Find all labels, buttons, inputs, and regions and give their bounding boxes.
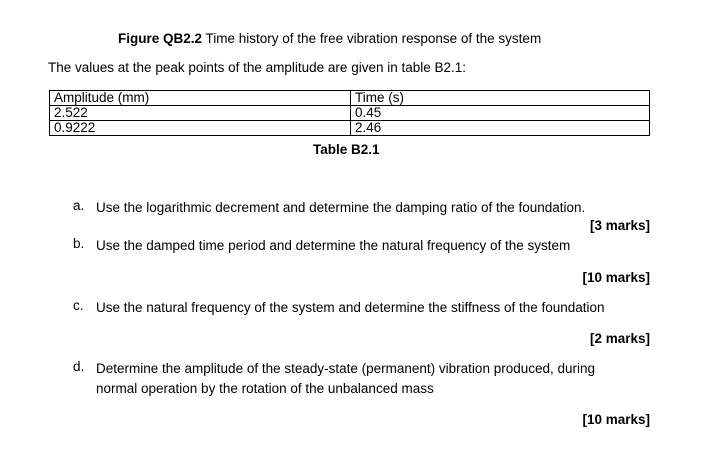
table-cell: 2.522	[50, 106, 351, 121]
question-c-marks: [2 marks]	[589, 331, 650, 346]
figure-caption-text: Time history of the free vibration response of the system	[202, 31, 542, 46]
figure-label: Figure QB2.2	[118, 31, 203, 46]
table-header-row	[50, 91, 650, 106]
table-row	[50, 121, 650, 136]
question-a-marks: [3 marks]	[589, 218, 650, 233]
question-a-text: Use the logarithmic decrement and determine the damping ratio of the foundation.	[96, 200, 586, 215]
question-d-text-line2: normal operation by the rotation of the unbalanced mass	[96, 381, 434, 396]
question-d-marks: [10 marks]	[582, 412, 650, 427]
table-cell: 0.45	[351, 106, 650, 121]
question-a-letter: a.	[73, 198, 85, 213]
table-cell: 0.9222	[50, 121, 351, 136]
amplitude-table	[49, 90, 650, 136]
intro-text: The values at the peak points of the amplitude are given in table B2.1:	[48, 60, 467, 75]
figure-caption	[118, 31, 541, 46]
table-header-cell: Time (s)	[351, 91, 650, 106]
table-cell: 2.46	[351, 121, 650, 136]
question-d-letter: d.	[73, 359, 85, 374]
question-d-text-line1: Determine the amplitude of the steady-state (permanent) vibration produced, during	[96, 361, 596, 376]
table-header-cell: Amplitude (mm)	[50, 91, 351, 106]
question-b-text: Use the damped time period and determine the natural frequency of the system	[96, 238, 571, 253]
question-c-letter: c.	[73, 298, 84, 313]
table-caption: Table B2.1	[313, 142, 380, 157]
table-row	[50, 106, 650, 121]
question-b-marks: [10 marks]	[582, 270, 650, 285]
question-b-letter: b.	[73, 236, 85, 251]
question-c-text: Use the natural frequency of the system and determine the stiffness of the foundation	[96, 300, 605, 315]
